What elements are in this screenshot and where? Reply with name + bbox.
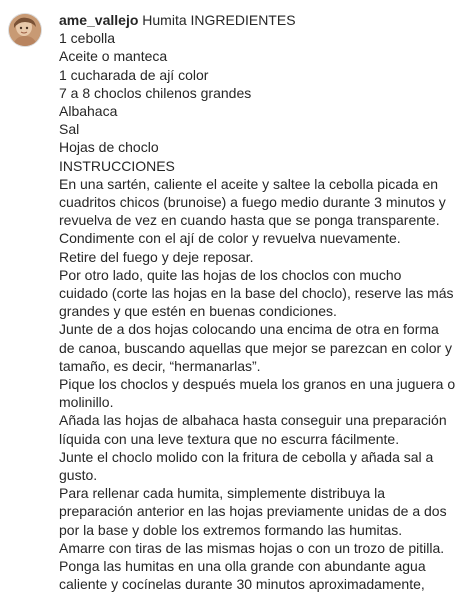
- comment-line: Albahaca: [59, 103, 118, 120]
- comment-line: 1 cebolla: [59, 30, 116, 47]
- comment-line: Sal: [59, 121, 80, 138]
- comment-line: cuadritos chicos (brunoise) a fuego medio durante 3 minutos y: [59, 194, 446, 211]
- comment-line: Amarre con tiras de las mismas hojas o con un trozo de pitilla.: [59, 539, 445, 556]
- comment-line: 1 cucharada de ají color: [59, 66, 209, 83]
- comment-line: Junte el choclo molido con la fritura de cebolla y añada sal a: [59, 448, 434, 465]
- comment-line: por la base y doble los extremos formando las humitas.: [59, 521, 403, 538]
- comment-line: Hojas de choclo: [59, 139, 159, 156]
- comment-title-text: Humita INGREDIENTES: [138, 12, 296, 28]
- comment-line: Aceite o manteca: [59, 48, 168, 65]
- profile-photo-icon: [9, 14, 41, 46]
- comment-first-line: [59, 11, 455, 29]
- comment-line: grandes y que estén en buenas condiciones.: [59, 303, 337, 320]
- comment-line: Ponga las humitas en una olla grande con abundante agua: [59, 558, 426, 575]
- comment-line: Condimente con el ají de color y revuelva nuevamente.: [59, 230, 401, 247]
- comment-line: Añada las hojas de albahaca hasta conseguir una preparación: [59, 412, 447, 429]
- comment-line: gusto.: [59, 467, 98, 484]
- comment-line: revuelva de vez en cuando hasta que se ponga transparente.: [59, 212, 440, 229]
- comment-line: molinillo.: [59, 394, 114, 411]
- comment-line: tamaño, es decir, “hermanarlas”.: [59, 357, 261, 374]
- comment-line: preparación anterior en las hojas previamente unidas de a dos: [59, 503, 447, 520]
- comment-line: cuidado (corte las hojas en la base del choclo), reserve las más: [59, 285, 454, 302]
- avatar[interactable]: [9, 14, 41, 46]
- comment-line: de canoa, buscando aquellas que mejor se parezcan en color y: [59, 339, 453, 356]
- username-link[interactable]: ame_vallejo: [59, 12, 139, 28]
- comment-line: caliente y cocínelas durante 30 minutos aproximadamente,: [59, 576, 425, 593]
- comment-line: En una sartén, caliente el aceite y saltee la cebolla picada en: [59, 175, 439, 192]
- comment-line: Por otro lado, quite las hojas de los choclos con mucho: [59, 266, 402, 283]
- comment-line: Retire del fuego y deje reposar.: [59, 248, 254, 265]
- comment-line: Para rellenar cada humita, simplemente distribuya la: [59, 485, 386, 502]
- comment-line: Pique los choclos y después muela los granos en una juguera o: [59, 376, 456, 393]
- comment-line: INSTRUCCIONES: [59, 157, 175, 174]
- comment-line: líquida con una leve textura que no escurra fácilmente.: [59, 430, 400, 447]
- comment-line: 7 a 8 choclos chilenos grandes: [59, 84, 252, 101]
- comment-line: Junte de a dos hojas colocando una encima de otra en forma: [59, 321, 439, 338]
- comment-text: [59, 11, 455, 594]
